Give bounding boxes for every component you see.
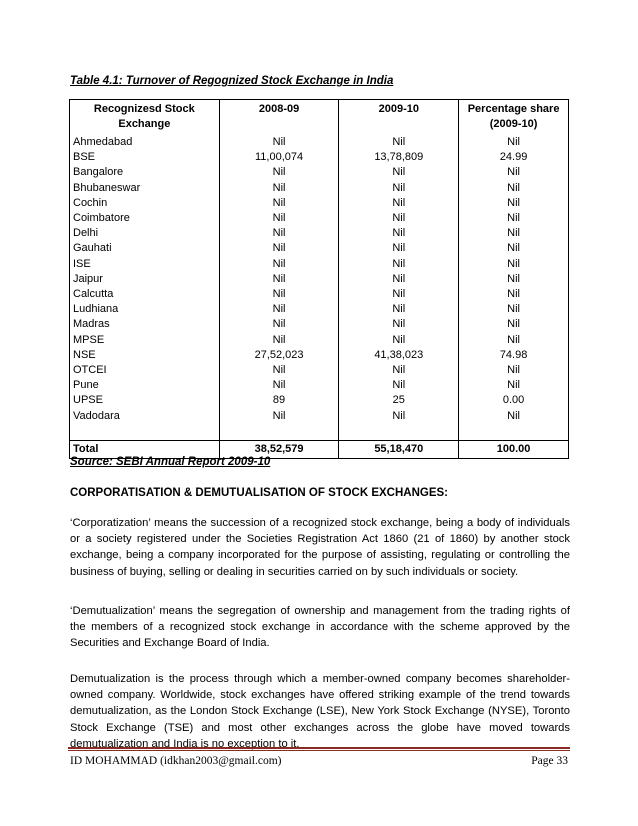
cell-2009-10: Nil — [339, 196, 459, 211]
cell-exchange: UPSE — [70, 393, 220, 408]
cell-2009-10: Nil — [339, 165, 459, 180]
cell-exchange: Cochin — [70, 196, 220, 211]
cell-2009-10: Nil — [339, 257, 459, 272]
cell-percentage: Nil — [459, 165, 569, 180]
header-exchange: Recognizesd Stock Exchange — [70, 100, 220, 136]
cell-exchange: Calcutta — [70, 287, 220, 302]
footer-author: ID MOHAMMAD (idkhan2003@gmail.com) — [70, 755, 282, 767]
footer-divider — [68, 747, 570, 751]
header-2008-09: 2008-09 — [219, 100, 339, 136]
table-row — [70, 211, 569, 226]
total-2008-09: 38,52,579 — [219, 440, 339, 458]
cell-2009-10: 41,38,023 — [339, 348, 459, 363]
cell-2009-10: 13,78,809 — [339, 150, 459, 165]
cell-2008-09: 11,00,074 — [219, 150, 339, 165]
cell-percentage: Nil — [459, 272, 569, 287]
cell-2009-10: Nil — [339, 211, 459, 226]
cell-percentage: Nil — [459, 363, 569, 378]
table-row — [70, 348, 569, 363]
cell-2008-09: Nil — [219, 211, 339, 226]
cell-2008-09: Nil — [219, 378, 339, 393]
cell-percentage: Nil — [459, 196, 569, 211]
cell-percentage: Nil — [459, 181, 569, 196]
cell-2008-09: Nil — [219, 165, 339, 180]
cell-2009-10: Nil — [339, 287, 459, 302]
cell-exchange: Ludhiana — [70, 302, 220, 317]
cell-percentage: Nil — [459, 378, 569, 393]
cell-exchange: ISE — [70, 257, 220, 272]
paragraph-demutualization-process: Demutualization is the process through which a member-owned company becomes shareholder-owned company. Worldwide, stock exchanges have offered striking example of the trend towards demutualization, as the London Stock Exchange (LSE), New York Stock Exchange (NYSE), Toronto Stock Exchange (TSE) and most other exchanges across the globe have moved towards demutualization and India is no exception to it. — [70, 673, 570, 750]
cell-exchange: NSE — [70, 348, 220, 363]
cell-2008-09: Nil — [219, 181, 339, 196]
table-header-row — [70, 100, 569, 136]
table-row — [70, 241, 569, 256]
header-percentage-share: Percentage share (2009-10) — [459, 100, 569, 136]
cell-2009-10: Nil — [339, 302, 459, 317]
cell-percentage: Nil — [459, 257, 569, 272]
table-row — [70, 317, 569, 332]
cell-percentage: Nil — [459, 409, 569, 441]
paragraph-corporatization: ‘Corporatization’ means the succession of a recognized stock exchange, being a body of individuals or a society registered under the Societies Registration Act 1860 (21 of 1860) by another stock exchange, being a company incorporated for the purpose of assisting, regulating or controlling the business of buying, selling or dealing in securities carried on by such individuals or society. — [70, 517, 570, 578]
cell-2009-10: Nil — [339, 317, 459, 332]
table-row — [70, 135, 569, 150]
cell-2008-09: Nil — [219, 196, 339, 211]
cell-2009-10: 25 — [339, 393, 459, 408]
cell-exchange: Pune — [70, 378, 220, 393]
cell-2009-10: Nil — [339, 409, 459, 441]
cell-exchange: BSE — [70, 150, 220, 165]
cell-2009-10: Nil — [339, 378, 459, 393]
cell-2008-09: Nil — [219, 226, 339, 241]
cell-exchange: Jaipur — [70, 272, 220, 287]
cell-2009-10: Nil — [339, 241, 459, 256]
cell-percentage: Nil — [459, 241, 569, 256]
cell-percentage: 74.98 — [459, 348, 569, 363]
cell-2008-09: Nil — [219, 333, 339, 348]
cell-2009-10: Nil — [339, 181, 459, 196]
cell-exchange: Madras — [70, 317, 220, 332]
cell-2008-09: Nil — [219, 241, 339, 256]
cell-2008-09: 89 — [219, 393, 339, 408]
paragraph-demutualization-definition: ‘Demutualization’ means the segregation of ownership and management from the trading rights of the members of a recognized stock exchange in accordance with the scheme approved by the Securities and Exchange Board of India. — [70, 605, 570, 650]
cell-2009-10: Nil — [339, 333, 459, 348]
cell-2009-10: Nil — [339, 272, 459, 287]
cell-exchange: Coimbatore — [70, 211, 220, 226]
cell-2008-09: Nil — [219, 302, 339, 317]
cell-2009-10: Nil — [339, 135, 459, 150]
table-row — [70, 196, 569, 211]
cell-2008-09: Nil — [219, 135, 339, 150]
cell-2008-09: Nil — [219, 257, 339, 272]
section-heading: CORPORATISATION & DEMUTUALISATION OF STOCK EXCHANGES: — [70, 487, 449, 499]
cell-exchange: Delhi — [70, 226, 220, 241]
cell-percentage: Nil — [459, 211, 569, 226]
cell-exchange: Bangalore — [70, 165, 220, 180]
cell-exchange: Bhubaneswar — [70, 181, 220, 196]
cell-2008-09: Nil — [219, 317, 339, 332]
header-2009-10: 2009-10 — [339, 100, 459, 136]
cell-exchange: Gauhati — [70, 241, 220, 256]
cell-2008-09: Nil — [219, 287, 339, 302]
cell-2008-09: 27,52,023 — [219, 348, 339, 363]
cell-exchange: MPSE — [70, 333, 220, 348]
total-percentage: 100.00 — [459, 440, 569, 458]
table-row — [70, 181, 569, 196]
cell-percentage: Nil — [459, 317, 569, 332]
table-row — [70, 363, 569, 378]
cell-2009-10: Nil — [339, 226, 459, 241]
footer-page-number: Page 33 — [531, 755, 568, 767]
cell-percentage: 24.99 — [459, 150, 569, 165]
table-row — [70, 378, 569, 393]
table-row — [70, 393, 569, 408]
table-source: Source: SEBI Annual Report 2009-10 — [70, 456, 271, 468]
cell-2009-10: Nil — [339, 363, 459, 378]
cell-exchange: Vadodara — [70, 409, 220, 441]
cell-2008-09: Nil — [219, 272, 339, 287]
cell-2008-09: Nil — [219, 363, 339, 378]
table-row — [70, 272, 569, 287]
table-row — [70, 287, 569, 302]
table-row — [70, 333, 569, 348]
table-row — [70, 302, 569, 317]
table-body — [70, 135, 569, 440]
cell-percentage: Nil — [459, 302, 569, 317]
table-row — [70, 150, 569, 165]
table-row — [70, 257, 569, 272]
cell-percentage: Nil — [459, 333, 569, 348]
turnover-table — [69, 99, 569, 459]
cell-percentage: Nil — [459, 287, 569, 302]
table-row — [70, 226, 569, 241]
cell-percentage: Nil — [459, 135, 569, 150]
table-caption: Table 4.1: Turnover of Regognized Stock Exchange in India — [70, 75, 394, 87]
total-2009-10: 55,18,470 — [339, 440, 459, 458]
total-label: Total — [70, 440, 220, 458]
table-row — [70, 409, 569, 441]
table-row — [70, 165, 569, 180]
cell-percentage: Nil — [459, 226, 569, 241]
cell-percentage: 0.00 — [459, 393, 569, 408]
cell-exchange: OTCEI — [70, 363, 220, 378]
cell-exchange: Ahmedabad — [70, 135, 220, 150]
cell-2008-09: Nil — [219, 409, 339, 441]
